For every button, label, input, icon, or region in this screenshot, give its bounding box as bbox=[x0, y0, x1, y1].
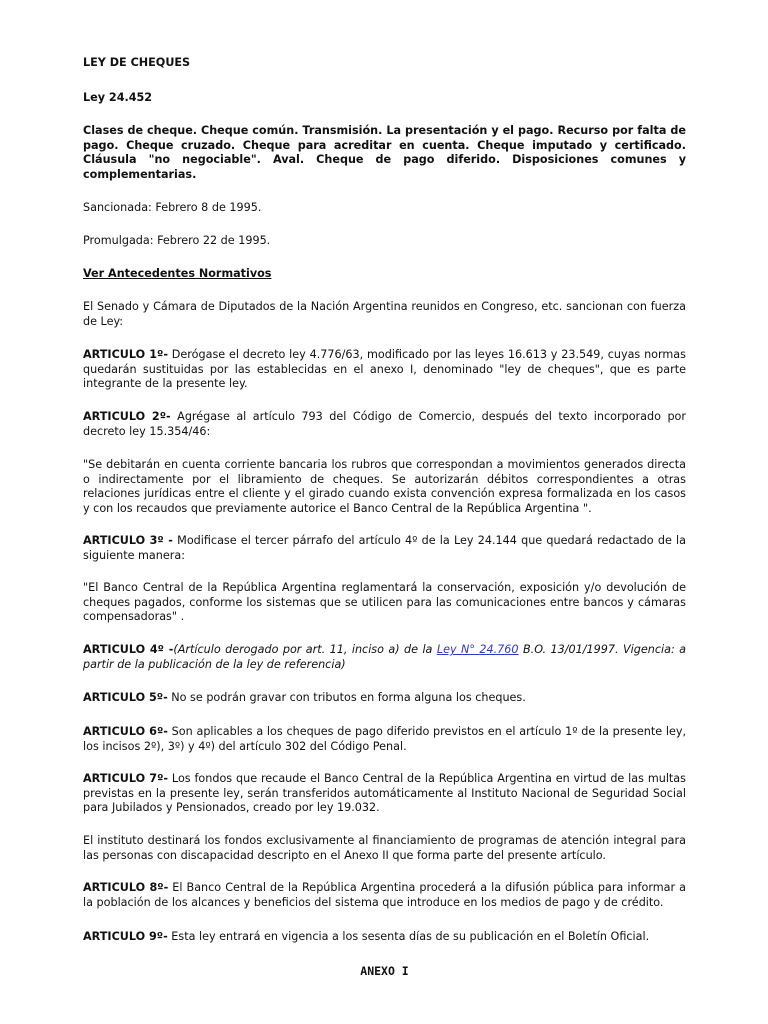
article-label: ARTICULO 2º- bbox=[83, 410, 171, 423]
article-text: Esta ley entrará en vigencia a los sesenta días de su publicación en el Boletín Oficial. bbox=[167, 930, 650, 943]
article-text: Modificase el tercer párrafo del artículo 4º de la Ley 24.144 que quedará redactado de la siguiente manera: bbox=[83, 534, 686, 562]
article-text: Los fondos que recaude el Banco Central de la República Argentina en virtud de las multas previstas en la presente ley, serán transferidos automáticamente al Instituto Nacional de Seguridad Social para Jubilados y Pensionados, creado por ley 19.032. bbox=[83, 772, 686, 815]
article-label: ARTICULO 1º- bbox=[83, 348, 168, 361]
article-3 bbox=[83, 534, 686, 563]
article-label: ARTICULO 6º- bbox=[83, 725, 168, 738]
article-6 bbox=[83, 725, 686, 754]
article-8 bbox=[83, 881, 686, 910]
article-label: ARTICULO 9º- bbox=[83, 930, 168, 943]
antecedentes-link[interactable]: Ver Antecedentes Normativos bbox=[83, 267, 272, 280]
article-2 bbox=[83, 410, 686, 439]
article-text: Agrégase al artículo 793 del Código de Comercio, después del texto incorporado por decreto ley 15.354/46: bbox=[83, 410, 686, 438]
article-label: ARTICULO 3º - bbox=[83, 534, 173, 547]
article-label: ARTICULO 4º - bbox=[83, 643, 174, 656]
article-9 bbox=[83, 930, 686, 945]
article-3-quote: "El Banco Central de la República Argentina reglamentará la conservación, exposición y/o devolución de cheques pagados, conforme los sistemas que se utilicen para las comunicaciones entre bancos y cámaras compensadoras" . bbox=[83, 581, 686, 624]
article-5 bbox=[83, 691, 686, 706]
article-1 bbox=[83, 348, 686, 392]
promulgation-date: Promulgada: Febrero 22 de 1995. bbox=[83, 234, 271, 247]
article-text-post: B.O. 13/01/1997. Vigencia: a partir de la publicación de la ley de referencia) bbox=[83, 643, 686, 671]
article-text: El Banco Central de la República Argentina procederá a la difusión pública para informar a la población de los alcances y beneficios del sistema que introduce en los medios de pago y de crédito. bbox=[83, 881, 686, 909]
article-text: (Artículo derogado por art. 11, inciso a) de la bbox=[173, 643, 437, 656]
doc-title: LEY DE CHEQUES bbox=[83, 56, 191, 69]
sanction-date: Sancionada: Febrero 8 de 1995. bbox=[83, 201, 262, 214]
article-2-quote: "Se debitarán en cuenta corriente bancaria los rubros que correspondan a movimientos generados directa o indirectamente por el libramiento de cheques. Se autorizarán débitos correspondientes a otras relaciones jurídicas entre el cliente y el girado cuando exista convención expresa formalizada en los casos y con los recaudos que previamente autorice el Banco Central de la República Argentina ". bbox=[83, 458, 686, 515]
ley-24760-link[interactable]: Ley N° 24.760 bbox=[436, 643, 519, 656]
anexo-heading: ANEXO I bbox=[360, 964, 409, 978]
article-4 bbox=[83, 643, 686, 672]
article-text: Son aplicables a los cheques de pago diferido previstos en el artículo 1º de la presente ley, los incisos 2º), 3º) y 4º) del artículo 302 del Código Penal. bbox=[83, 725, 687, 753]
article-label: ARTICULO 5º- bbox=[83, 691, 168, 704]
article-label: ARTICULO 7º- bbox=[83, 772, 169, 785]
article-text: No se podrán gravar con tributos en forma alguna los cheques. bbox=[167, 691, 526, 704]
article-label: ARTICULO 8º- bbox=[83, 881, 169, 894]
law-summary: Clases de cheque. Cheque común. Transmisión. La presentación y el pago. Recurso por falta de pago. Cheque cruzado. Cheque para acreditar en cuenta. Cheque imputado y certificado. Cláusula "no negociable". Aval. Cheque de pago diferido. Disposiciones comunes y complementarias. bbox=[83, 124, 686, 181]
article-text: Derógase el decreto ley 4.776/63, modificado por las leyes 16.613 y 23.549, cuyas normas quedarán sustituidas por las establecidas en el anexo I, denominado "ley de cheques", que es parte integrante de la presente ley. bbox=[83, 348, 686, 391]
article-7 bbox=[83, 772, 686, 816]
law-number: Ley 24.452 bbox=[83, 91, 153, 104]
article-7-paragraph-2: El instituto destinará los fondos exclusivamente al financiamiento de programas de atención integral para las personas con discapacidad descripto en el Anexo II que forma parte del presente artículo. bbox=[83, 834, 686, 862]
preamble: El Senado y Cámara de Diputados de la Nación Argentina reunidos en Congreso, etc. sancionan con fuerza de Ley: bbox=[83, 300, 686, 328]
